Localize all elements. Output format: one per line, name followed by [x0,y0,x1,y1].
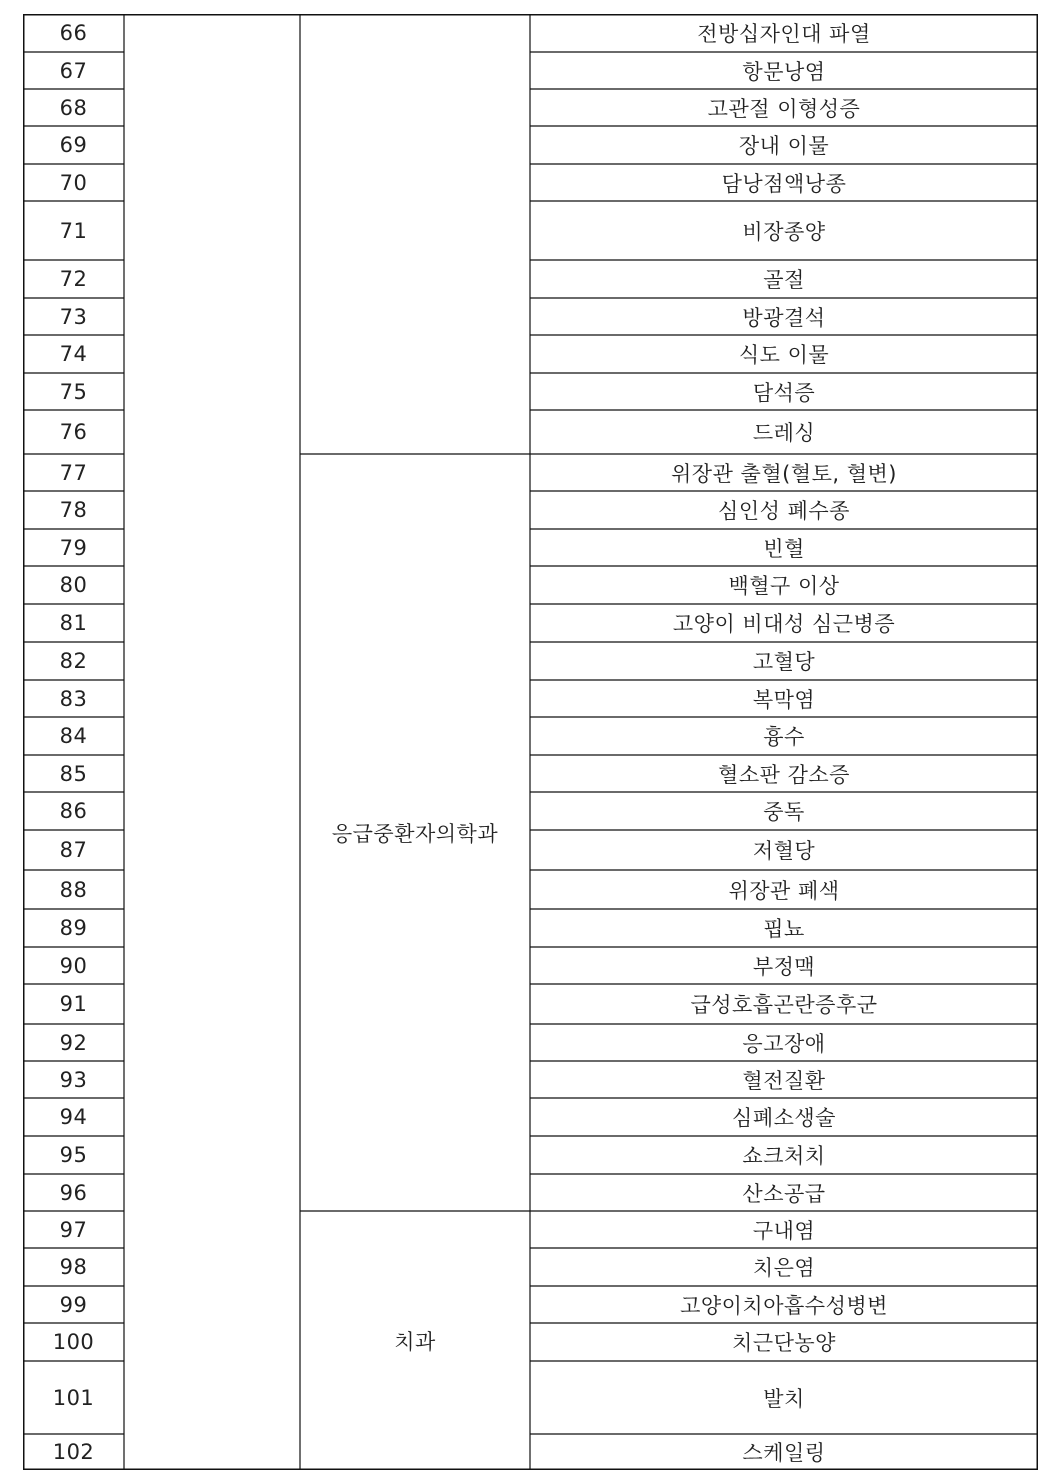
row-number: 67 [59,58,88,83]
item-name: 위장관 출혈(혈토, 혈변) [671,461,897,486]
item-name: 위장관 폐색 [728,878,840,903]
row-number: 96 [59,1180,88,1205]
row-number: 93 [59,1067,88,1092]
row-number: 91 [59,992,88,1016]
row-number: 97 [59,1217,88,1242]
item-name: 고양이 비대성 심근병증 [672,612,896,636]
row-number: 79 [59,535,88,560]
item-name: 치근단농양 [732,1331,836,1355]
row-number: 66 [59,21,88,45]
curriculum-table [23,14,1038,1470]
item-name: 쇼크처치 [742,1144,826,1168]
item-name: 응고장애 [742,1031,826,1056]
item-name: 고양이치아흡수성병변 [680,1293,888,1318]
item-name: 고혈당 [752,650,816,674]
item-name: 담석증 [752,380,816,405]
item-name: 방광결석 [742,305,826,330]
item-name: 발치 [763,1386,805,1411]
row-number: 81 [59,611,88,635]
department-label: 응급중환자의학과 [331,821,499,846]
item-name: 부정맥 [752,954,816,979]
row-number: 89 [59,916,88,940]
item-name: 전방십자인대 파열 [697,22,871,46]
item-name: 장내 이물 [738,134,830,158]
row-number: 70 [59,170,88,195]
row-number: 78 [59,498,88,522]
item-name: 혈전질환 [742,1068,826,1093]
row-number: 69 [59,133,88,157]
item-name: 식도 이물 [738,343,830,367]
row-number: 73 [59,304,88,329]
row-number: 75 [59,379,88,404]
row-number: 100 [52,1330,95,1354]
item-name: 혈소판 감소증 [718,762,850,787]
row-number: 94 [59,1105,88,1129]
row-number: 76 [59,420,88,444]
row-number: 74 [59,342,88,366]
item-name: 담낭점액낭종 [721,171,847,196]
row-number: 92 [59,1030,88,1055]
item-name: 저혈당 [752,839,816,863]
item-name: 빈혈 [763,536,805,561]
row-number: 83 [59,686,88,711]
item-name: 스케일링 [742,1441,826,1465]
item-name: 급성호흡곤란증후군 [690,993,878,1017]
row-number: 68 [59,95,88,120]
row-number: 98 [59,1255,88,1279]
department-label: 치과 [394,1329,436,1354]
item-name: 백혈구 이상 [728,574,840,598]
row-number: 80 [59,573,88,597]
row-number: 77 [59,460,88,485]
row-number: 86 [59,799,88,823]
row-number: 87 [59,838,88,862]
item-name: 드레싱 [752,421,816,445]
item-name: 골절 [763,268,805,292]
row-number: 71 [59,218,88,243]
item-name: 흉수 [763,725,805,749]
item-name: 구내염 [752,1218,816,1243]
item-name: 중독 [763,800,805,824]
row-number: 85 [59,761,88,786]
department-label [300,14,530,454]
item-name: 심인성 폐수종 [718,499,850,523]
item-name: 항문낭염 [742,59,826,84]
item-name: 치은염 [752,1256,816,1280]
item-name: 심폐소생술 [732,1106,836,1130]
item-name: 핍뇨 [763,917,805,941]
row-number: 72 [59,267,88,291]
row-number: 90 [59,953,88,978]
row-number: 88 [59,877,88,902]
row-number: 95 [59,1143,88,1167]
row-number: 82 [59,649,88,673]
row-number: 102 [52,1440,95,1464]
item-name: 고관절 이형성증 [707,96,861,121]
row-number: 101 [52,1385,95,1410]
item-name: 복막염 [752,687,816,712]
item-name: 비장종양 [742,219,826,244]
row-number: 99 [59,1292,88,1317]
item-name: 산소공급 [742,1181,826,1206]
row-number: 84 [59,724,88,748]
